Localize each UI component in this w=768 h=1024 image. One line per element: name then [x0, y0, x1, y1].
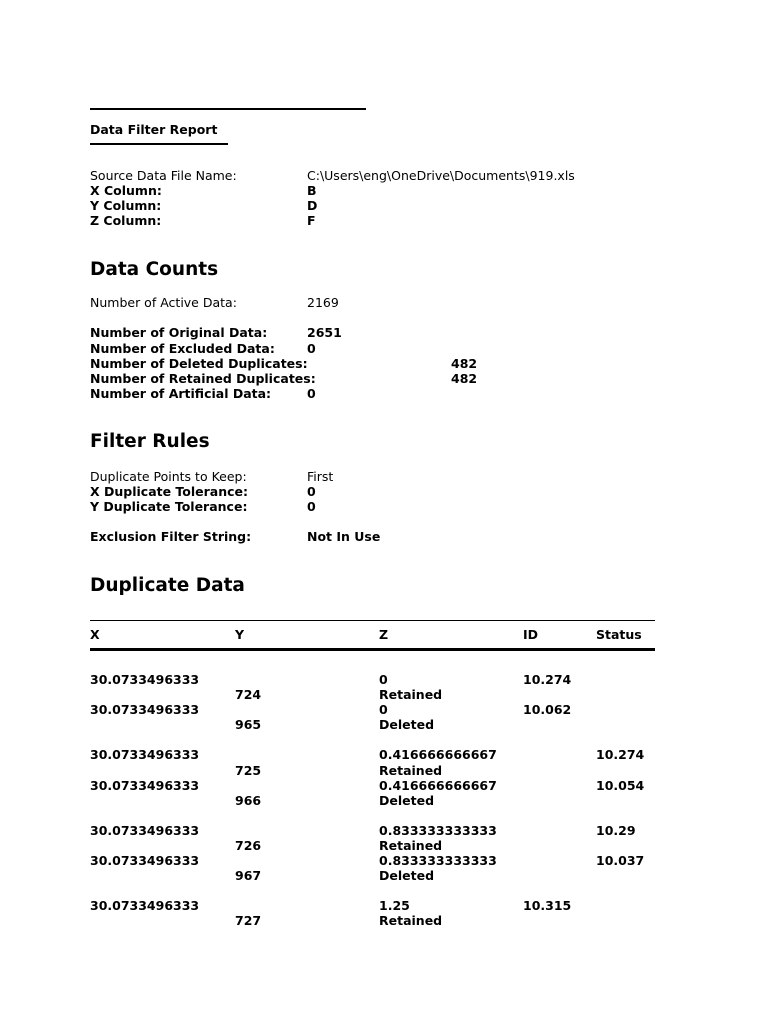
row-status: Retained [379, 838, 443, 853]
row-z: 0 [379, 672, 388, 687]
excluded-data-label: Number of Excluded Data: [90, 341, 275, 356]
row-z: 0.833333333333 [379, 853, 497, 868]
row-id: 724 [235, 687, 262, 702]
keep-value: First [307, 469, 334, 484]
row-value: 10.315 [523, 898, 572, 913]
top-rule [90, 108, 366, 110]
row-status: Deleted [379, 868, 435, 883]
original-data-value: 2651 [307, 325, 342, 340]
retained-duplicates-label: Number of Retained Duplicates: [90, 371, 316, 386]
z-column-label: Z Column: [90, 213, 162, 228]
filter-rules-heading: Filter Rules [90, 431, 210, 452]
column-header-status: Status [596, 627, 642, 642]
row-x: 30.0733496333 [90, 747, 200, 762]
row-value: 10.274 [596, 747, 645, 762]
row-id: 725 [235, 763, 262, 778]
column-header-id: ID [523, 627, 539, 642]
row-x: 30.0733496333 [90, 898, 200, 913]
y-column-value: D [307, 198, 318, 213]
row-id: 966 [235, 793, 262, 808]
original-data-label: Number of Original Data: [90, 325, 268, 340]
z-column-value: F [307, 213, 316, 228]
row-status: Deleted [379, 793, 435, 808]
x-column-value: B [307, 183, 317, 198]
deleted-duplicates-label: Number of Deleted Duplicates: [90, 356, 308, 371]
x-tolerance-label: X Duplicate Tolerance: [90, 484, 249, 499]
row-z: 0.833333333333 [379, 823, 497, 838]
row-x: 30.0733496333 [90, 823, 200, 838]
title-underline [90, 143, 228, 145]
row-status: Retained [379, 687, 443, 702]
row-z: 0 [379, 702, 388, 717]
keep-label: Duplicate Points to Keep: [90, 469, 247, 484]
deleted-duplicates-value: 482 [451, 356, 478, 371]
row-id: 726 [235, 838, 262, 853]
exclusion-filter-label: Exclusion Filter String: [90, 529, 252, 544]
row-x: 30.0733496333 [90, 672, 200, 687]
row-status: Retained [379, 913, 443, 928]
row-z: 1.25 [379, 898, 410, 913]
source-file-value: C:\Users\eng\OneDrive\Documents\919.xls [307, 168, 575, 183]
excluded-data-value: 0 [307, 341, 316, 356]
row-id: 967 [235, 868, 262, 883]
row-z: 0.416666666667 [379, 747, 497, 762]
row-id: 965 [235, 717, 262, 732]
table-header-rule [90, 648, 655, 651]
column-header-y: Y [235, 627, 245, 642]
duplicate-data-heading: Duplicate Data [90, 575, 245, 596]
artificial-data-value: 0 [307, 386, 316, 401]
active-data-label: Number of Active Data: [90, 295, 237, 310]
row-x: 30.0733496333 [90, 702, 200, 717]
row-x: 30.0733496333 [90, 853, 200, 868]
row-status: Retained [379, 763, 443, 778]
data-counts-heading: Data Counts [90, 259, 219, 280]
row-id: 727 [235, 913, 262, 928]
exclusion-filter-value: Not In Use [307, 529, 381, 544]
row-x: 30.0733496333 [90, 778, 200, 793]
row-value: 10.29 [596, 823, 636, 838]
artificial-data-label: Number of Artificial Data: [90, 386, 272, 401]
y-column-label: Y Column: [90, 198, 162, 213]
x-tolerance-value: 0 [307, 484, 316, 499]
column-header-x: X [90, 627, 100, 642]
row-value: 10.054 [596, 778, 645, 793]
row-value: 10.062 [523, 702, 572, 717]
y-tolerance-value: 0 [307, 499, 316, 514]
row-value: 10.037 [596, 853, 645, 868]
row-value: 10.274 [523, 672, 572, 687]
row-z: 0.416666666667 [379, 778, 497, 793]
row-status: Deleted [379, 717, 435, 732]
y-tolerance-label: Y Duplicate Tolerance: [90, 499, 248, 514]
report-title: Data Filter Report [90, 122, 218, 137]
retained-duplicates-value: 482 [451, 371, 478, 386]
table-top-rule [90, 620, 655, 621]
active-data-value: 2169 [307, 295, 339, 310]
source-file-label: Source Data File Name: [90, 168, 237, 183]
x-column-label: X Column: [90, 183, 162, 198]
column-header-z: Z [379, 627, 389, 642]
